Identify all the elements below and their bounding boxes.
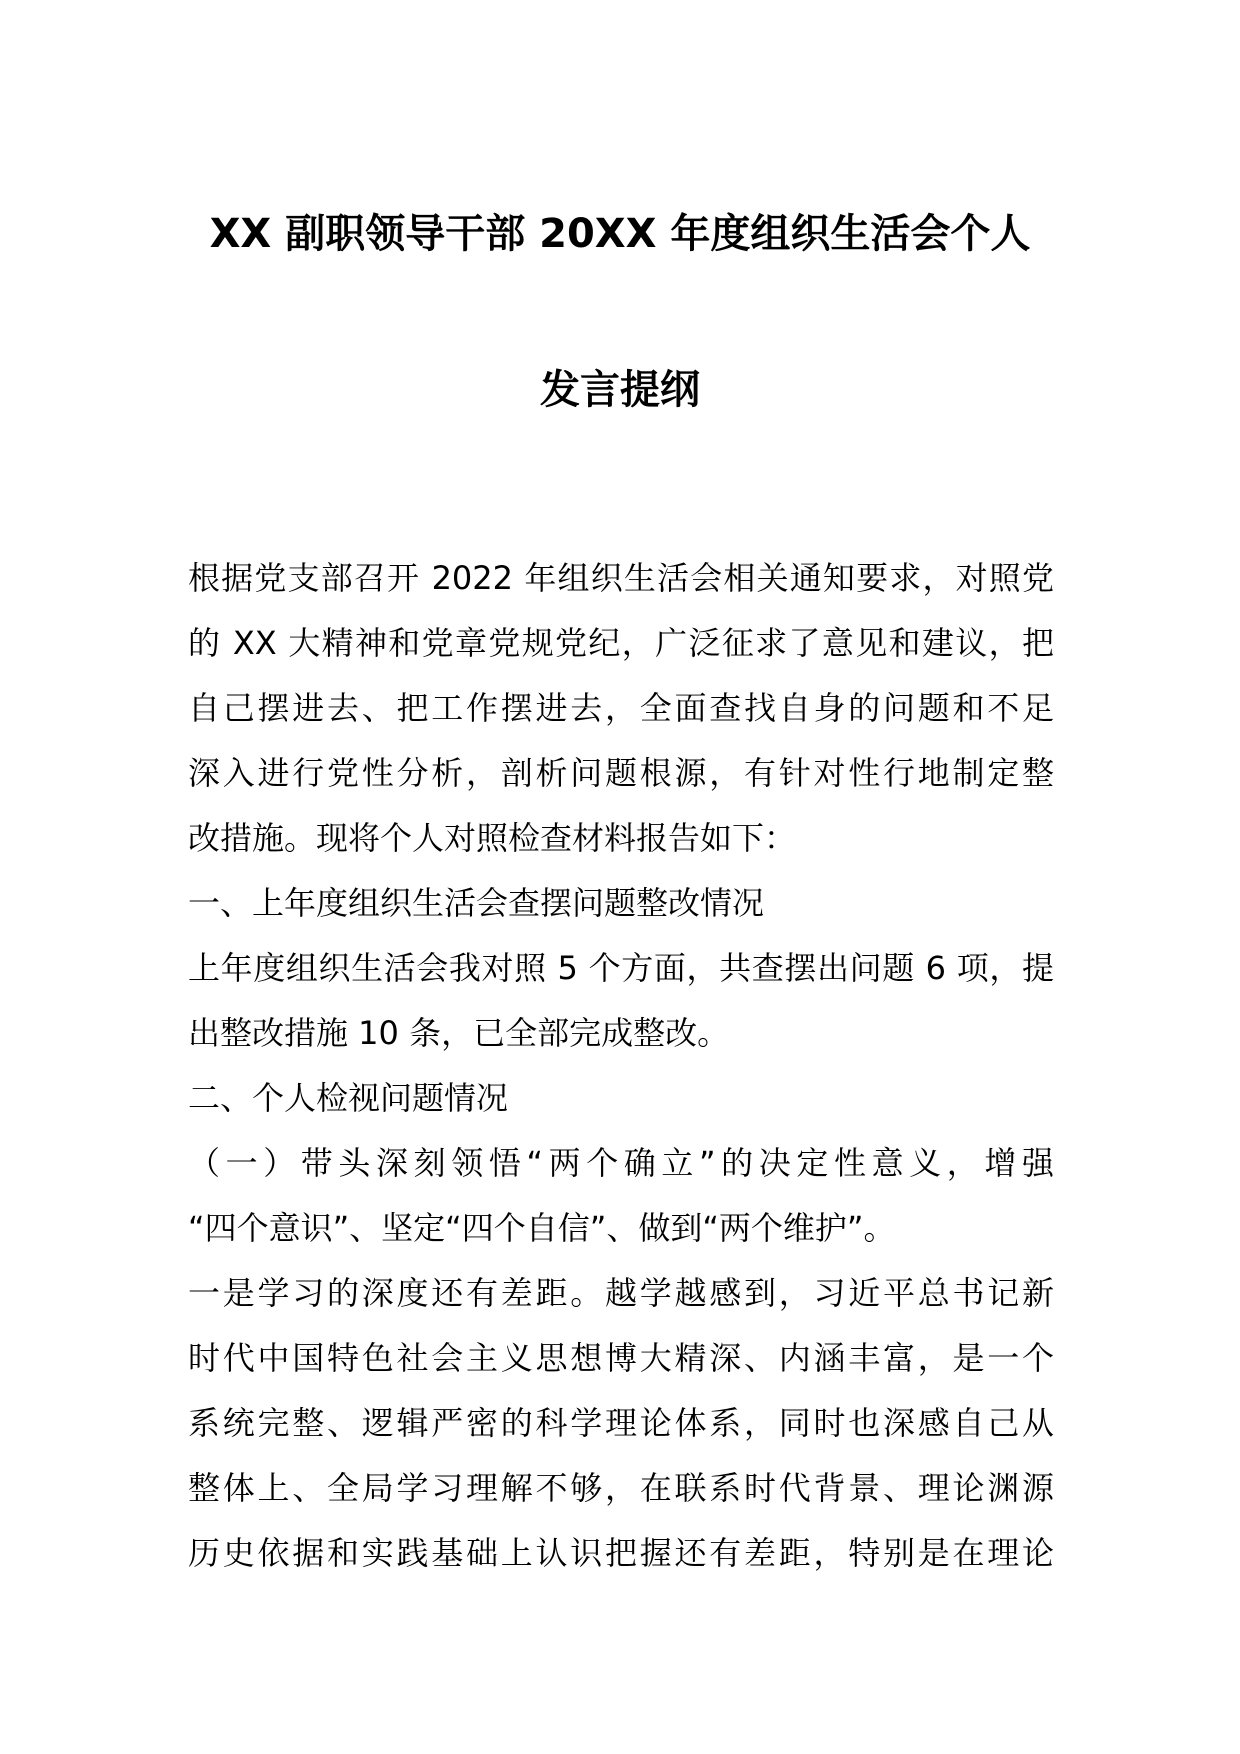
section-heading-1: 一、上年度组织生活会查摆问题整改情况 [188,884,765,922]
section-heading-2: 二、个人检视问题情况 [188,1079,509,1117]
body-line: 历史依据和实践基础上认识把握还有差距，特别是在理论 [188,1534,1054,1572]
body-line: 的 XX 大精神和党章党规党纪，广泛征求了意见和建议，把 [188,624,1054,662]
body-line: 时代中国特色社会主义思想博大精深、内涵丰富，是一个 [188,1339,1054,1377]
body-line: 深入进行党性分析，剖析问题根源，有针对性行地制定整 [188,754,1054,792]
body-line: 一是学习的深度还有差距。越学越感到，习近平总书记新 [188,1274,1054,1312]
body-line: 改措施。现将个人对照检查材料报告如下： [188,819,797,857]
body-line: 系统完整、逻辑严密的科学理论体系，同时也深感自己从 [188,1404,1054,1442]
body-line: 整体上、全局学习理解不够，在联系时代背景、理论渊源 [188,1469,1054,1507]
body-line: 上年度组织生活会我对照 5 个方面，共查摆出问题 6 项，提 [188,949,1054,987]
body-line: 根据党支部召开 2022 年组织生活会相关通知要求，对照党 [188,559,1054,597]
subsection-heading-line: “四个意识”、坚定“四个自信”、做到“两个维护”。 [188,1209,896,1247]
body-line: 自己摆进去、把工作摆进去，全面查找自身的问题和不足 [188,689,1054,727]
document-title-line-1: XX 副职领导干部 20XX 年度组织生活会个人 [209,211,1031,257]
body-line: 出整改措施 10 条，已全部完成整改。 [188,1014,730,1052]
subsection-heading-line: （一）带头深刻领悟“两个确立”的决定性意义，增强 [188,1144,1054,1182]
document-body [188,546,1054,1586]
document-title-line-2: 发言提纲 [540,367,700,413]
